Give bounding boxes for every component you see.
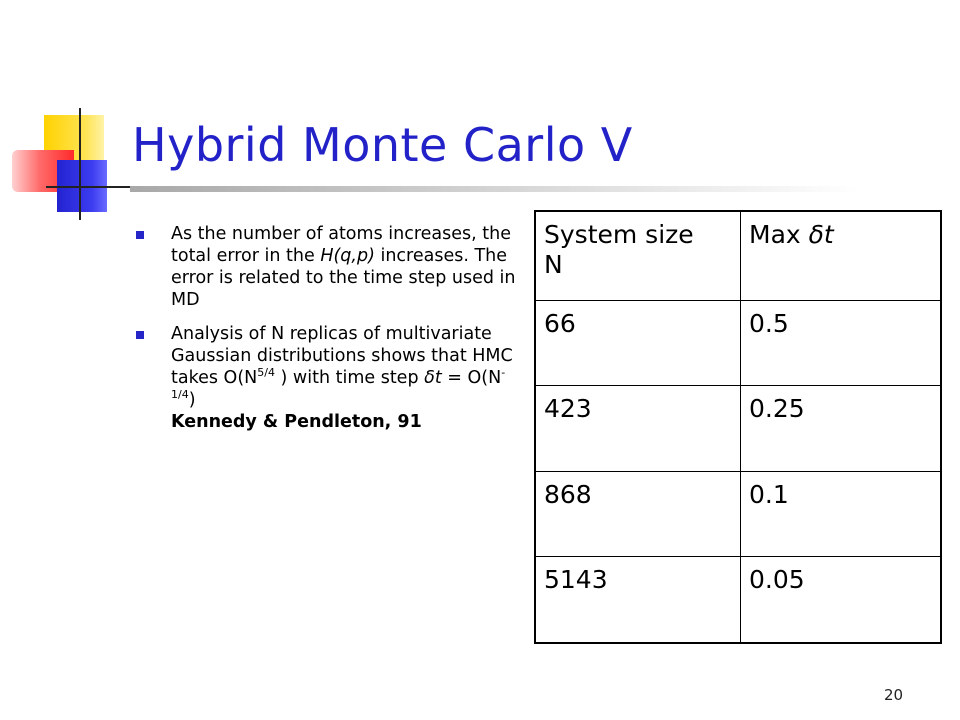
cell-system-size: 868 [535, 471, 741, 556]
cell-max-dt: 0.05 [741, 557, 942, 643]
header-system-size: System size N [535, 211, 741, 301]
table-row [535, 471, 941, 556]
logo-vertical-line [79, 108, 81, 220]
cell-max-dt: 0.1 [741, 471, 942, 556]
square-bullet-icon [136, 331, 144, 339]
reference-citation: Kennedy & Pendleton, 91 [171, 412, 422, 432]
cell-system-size: 5143 [535, 557, 741, 643]
cell-max-dt: 0.5 [741, 301, 942, 386]
table-row [535, 386, 941, 471]
table-header-row [535, 211, 941, 301]
bullet-list [133, 223, 518, 445]
cell-max-dt: 0.25 [741, 386, 942, 471]
cell-system-size: 423 [535, 386, 741, 471]
square-bullet-icon [136, 231, 144, 239]
table-row [535, 301, 941, 386]
timestep-table [534, 210, 942, 644]
bullet-item: As the number of atoms increases, the total error in the H(q,p) increases. The error is related to the time step used in MD [133, 223, 518, 311]
table-row [535, 557, 941, 643]
decorative-logo [0, 0, 140, 220]
cell-system-size: 66 [535, 301, 741, 386]
page-number: 20 [884, 686, 904, 704]
header-max-dt: Max δt [741, 211, 942, 301]
logo-horizontal-line [46, 186, 130, 188]
slide-title: Hybrid Monte Carlo V [132, 118, 633, 172]
bullet-item: Analysis of N replicas of multivariate Gaussian distributions shows that HMC takes $O(N^{5/4}$ ) with time step $\delta t = O(N^{-1/4})$ Kennedy & Pendleton, 91 [133, 323, 518, 433]
title-underline [130, 186, 860, 192]
